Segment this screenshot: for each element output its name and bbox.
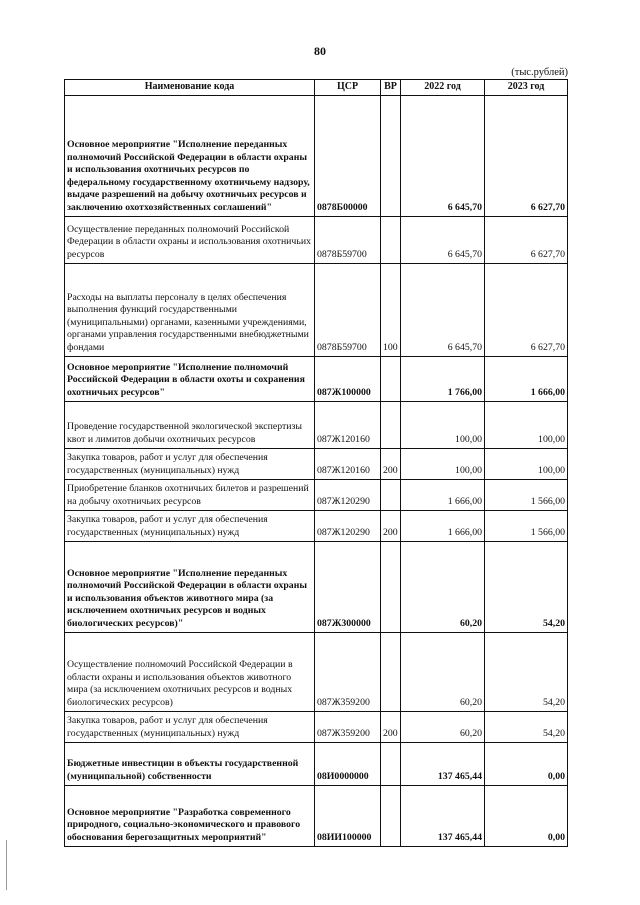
row-name: Основное мероприятие "Исполнение переданных полномочий Российской Федерации в области охраны и использования охотничьих ресурсов по федеральному государственному охотничьему надзору, выдаче разрешений на добычу охотничьих ресурсов и заключению охотхозяйственных соглашений" xyxy=(65,95,315,216)
row-vr xyxy=(381,216,401,263)
row-csr: 087Ж120290 xyxy=(315,510,381,541)
table-row xyxy=(65,356,568,401)
margin-mark xyxy=(6,840,7,890)
row-csr: 087Ж359200 xyxy=(315,711,381,742)
row-vr xyxy=(381,401,401,448)
row-vr xyxy=(381,479,401,510)
row-value-2023: 6 627,70 xyxy=(485,95,568,216)
row-value-2022: 137 465,44 xyxy=(401,785,485,846)
row-name: Закупка товаров, работ и услуг для обеспечения государственных (муниципальных) нужд xyxy=(65,448,315,479)
table-body xyxy=(65,95,568,846)
table-row xyxy=(65,479,568,510)
row-csr: 087Ж359200 xyxy=(315,632,381,711)
row-vr xyxy=(381,742,401,785)
row-name: Осуществление переданных полномочий Российской Федерации в области охраны и использования охотничьих ресурсов xyxy=(65,216,315,263)
row-csr: 0878Б59700 xyxy=(315,263,381,356)
row-value-2023: 54,20 xyxy=(485,711,568,742)
table-row xyxy=(65,401,568,448)
row-value-2022: 137 465,44 xyxy=(401,742,485,785)
row-vr: 200 xyxy=(381,711,401,742)
budget-table xyxy=(64,79,568,847)
row-vr xyxy=(381,95,401,216)
row-value-2023: 54,20 xyxy=(485,541,568,632)
row-value-2023: 6 627,70 xyxy=(485,216,568,263)
row-name: Закупка товаров, работ и услуг для обеспечения государственных (муниципальных) нужд xyxy=(65,510,315,541)
row-csr: 087Ж120290 xyxy=(315,479,381,510)
header-name: Наименование кода xyxy=(65,80,315,96)
row-name: Расходы на выплаты персоналу в целях обеспечения выполнения функций государственными (муниципальными) органами, казенными учреждениями, органами управления государственными внебюджетными фондами xyxy=(65,263,315,356)
row-value-2023: 100,00 xyxy=(485,401,568,448)
row-value-2023: 54,20 xyxy=(485,632,568,711)
row-vr xyxy=(381,541,401,632)
table-row xyxy=(65,711,568,742)
table-row xyxy=(65,216,568,263)
header-csr: ЦСР xyxy=(315,80,381,96)
row-name: Закупка товаров, работ и услуг для обеспечения государственных (муниципальных) нужд xyxy=(65,711,315,742)
row-value-2023: 0,00 xyxy=(485,785,568,846)
row-vr xyxy=(381,632,401,711)
row-value-2023: 1 566,00 xyxy=(485,510,568,541)
row-csr: 087Ж100000 xyxy=(315,356,381,401)
row-vr: 200 xyxy=(381,510,401,541)
header-2023: 2023 год xyxy=(485,80,568,96)
row-csr: 08ИИ100000 xyxy=(315,785,381,846)
table-row xyxy=(65,263,568,356)
row-csr: 087Ж300000 xyxy=(315,541,381,632)
row-value-2022: 60,20 xyxy=(401,711,485,742)
row-csr: 08И0000000 xyxy=(315,742,381,785)
row-value-2023: 1 666,00 xyxy=(485,356,568,401)
row-vr xyxy=(381,356,401,401)
table-row xyxy=(65,742,568,785)
row-name: Осуществление полномочий Российской Федерации в области охраны и использования объектов животного мира (за исключением охотничьих ресурсов и водных биологических ресурсов) xyxy=(65,632,315,711)
table-row xyxy=(65,510,568,541)
header-vr: ВР xyxy=(381,80,401,96)
row-vr: 100 xyxy=(381,263,401,356)
row-csr: 0878Б00000 xyxy=(315,95,381,216)
row-value-2023: 1 566,00 xyxy=(485,479,568,510)
row-value-2022: 6 645,70 xyxy=(401,263,485,356)
row-name: Приобретение бланков охотничьих билетов и разрешений на добычу охотничьих ресурсов xyxy=(65,479,315,510)
row-csr: 087Ж120160 xyxy=(315,401,381,448)
table-row xyxy=(65,95,568,216)
units-note: (тыс.рублей) xyxy=(511,67,568,78)
row-value-2022: 6 645,70 xyxy=(401,216,485,263)
table-row xyxy=(65,541,568,632)
row-value-2023: 100,00 xyxy=(485,448,568,479)
row-csr: 0878Б59700 xyxy=(315,216,381,263)
row-value-2022: 60,20 xyxy=(401,632,485,711)
row-name: Основное мероприятие "Исполнение переданных полномочий Российской Федерации в области охраны и использования объектов животного мира (за исключением охотничьих ресурсов и водных биологических ресурсов)" xyxy=(65,541,315,632)
table-row xyxy=(65,632,568,711)
row-value-2023: 6 627,70 xyxy=(485,263,568,356)
row-value-2023: 0,00 xyxy=(485,742,568,785)
row-name: Основное мероприятие "Разработка современного природного, социально-экономического и правового обоснования берегозащитных мероприятий" xyxy=(65,785,315,846)
table-row xyxy=(65,785,568,846)
table-row xyxy=(65,448,568,479)
row-value-2022: 100,00 xyxy=(401,401,485,448)
header-2022: 2022 год xyxy=(401,80,485,96)
row-value-2022: 1 666,00 xyxy=(401,479,485,510)
row-vr: 200 xyxy=(381,448,401,479)
row-value-2022: 100,00 xyxy=(401,448,485,479)
row-name: Бюджетные инвестиции в объекты государственной (муниципальной) собственности xyxy=(65,742,315,785)
row-value-2022: 60,20 xyxy=(401,541,485,632)
row-name: Основное мероприятие "Исполнение полномочий Российской Федерации в области охоты и сохранения охотничьих ресурсов" xyxy=(65,356,315,401)
row-csr: 087Ж120160 xyxy=(315,448,381,479)
row-value-2022: 6 645,70 xyxy=(401,95,485,216)
page-number: 80 xyxy=(314,44,326,58)
table-header-row xyxy=(65,80,568,96)
row-value-2022: 1 666,00 xyxy=(401,510,485,541)
row-value-2022: 1 766,00 xyxy=(401,356,485,401)
row-name: Проведение государственной экологической экспертизы квот и лимитов добычи охотничьих ресурсов xyxy=(65,401,315,448)
row-vr xyxy=(381,785,401,846)
